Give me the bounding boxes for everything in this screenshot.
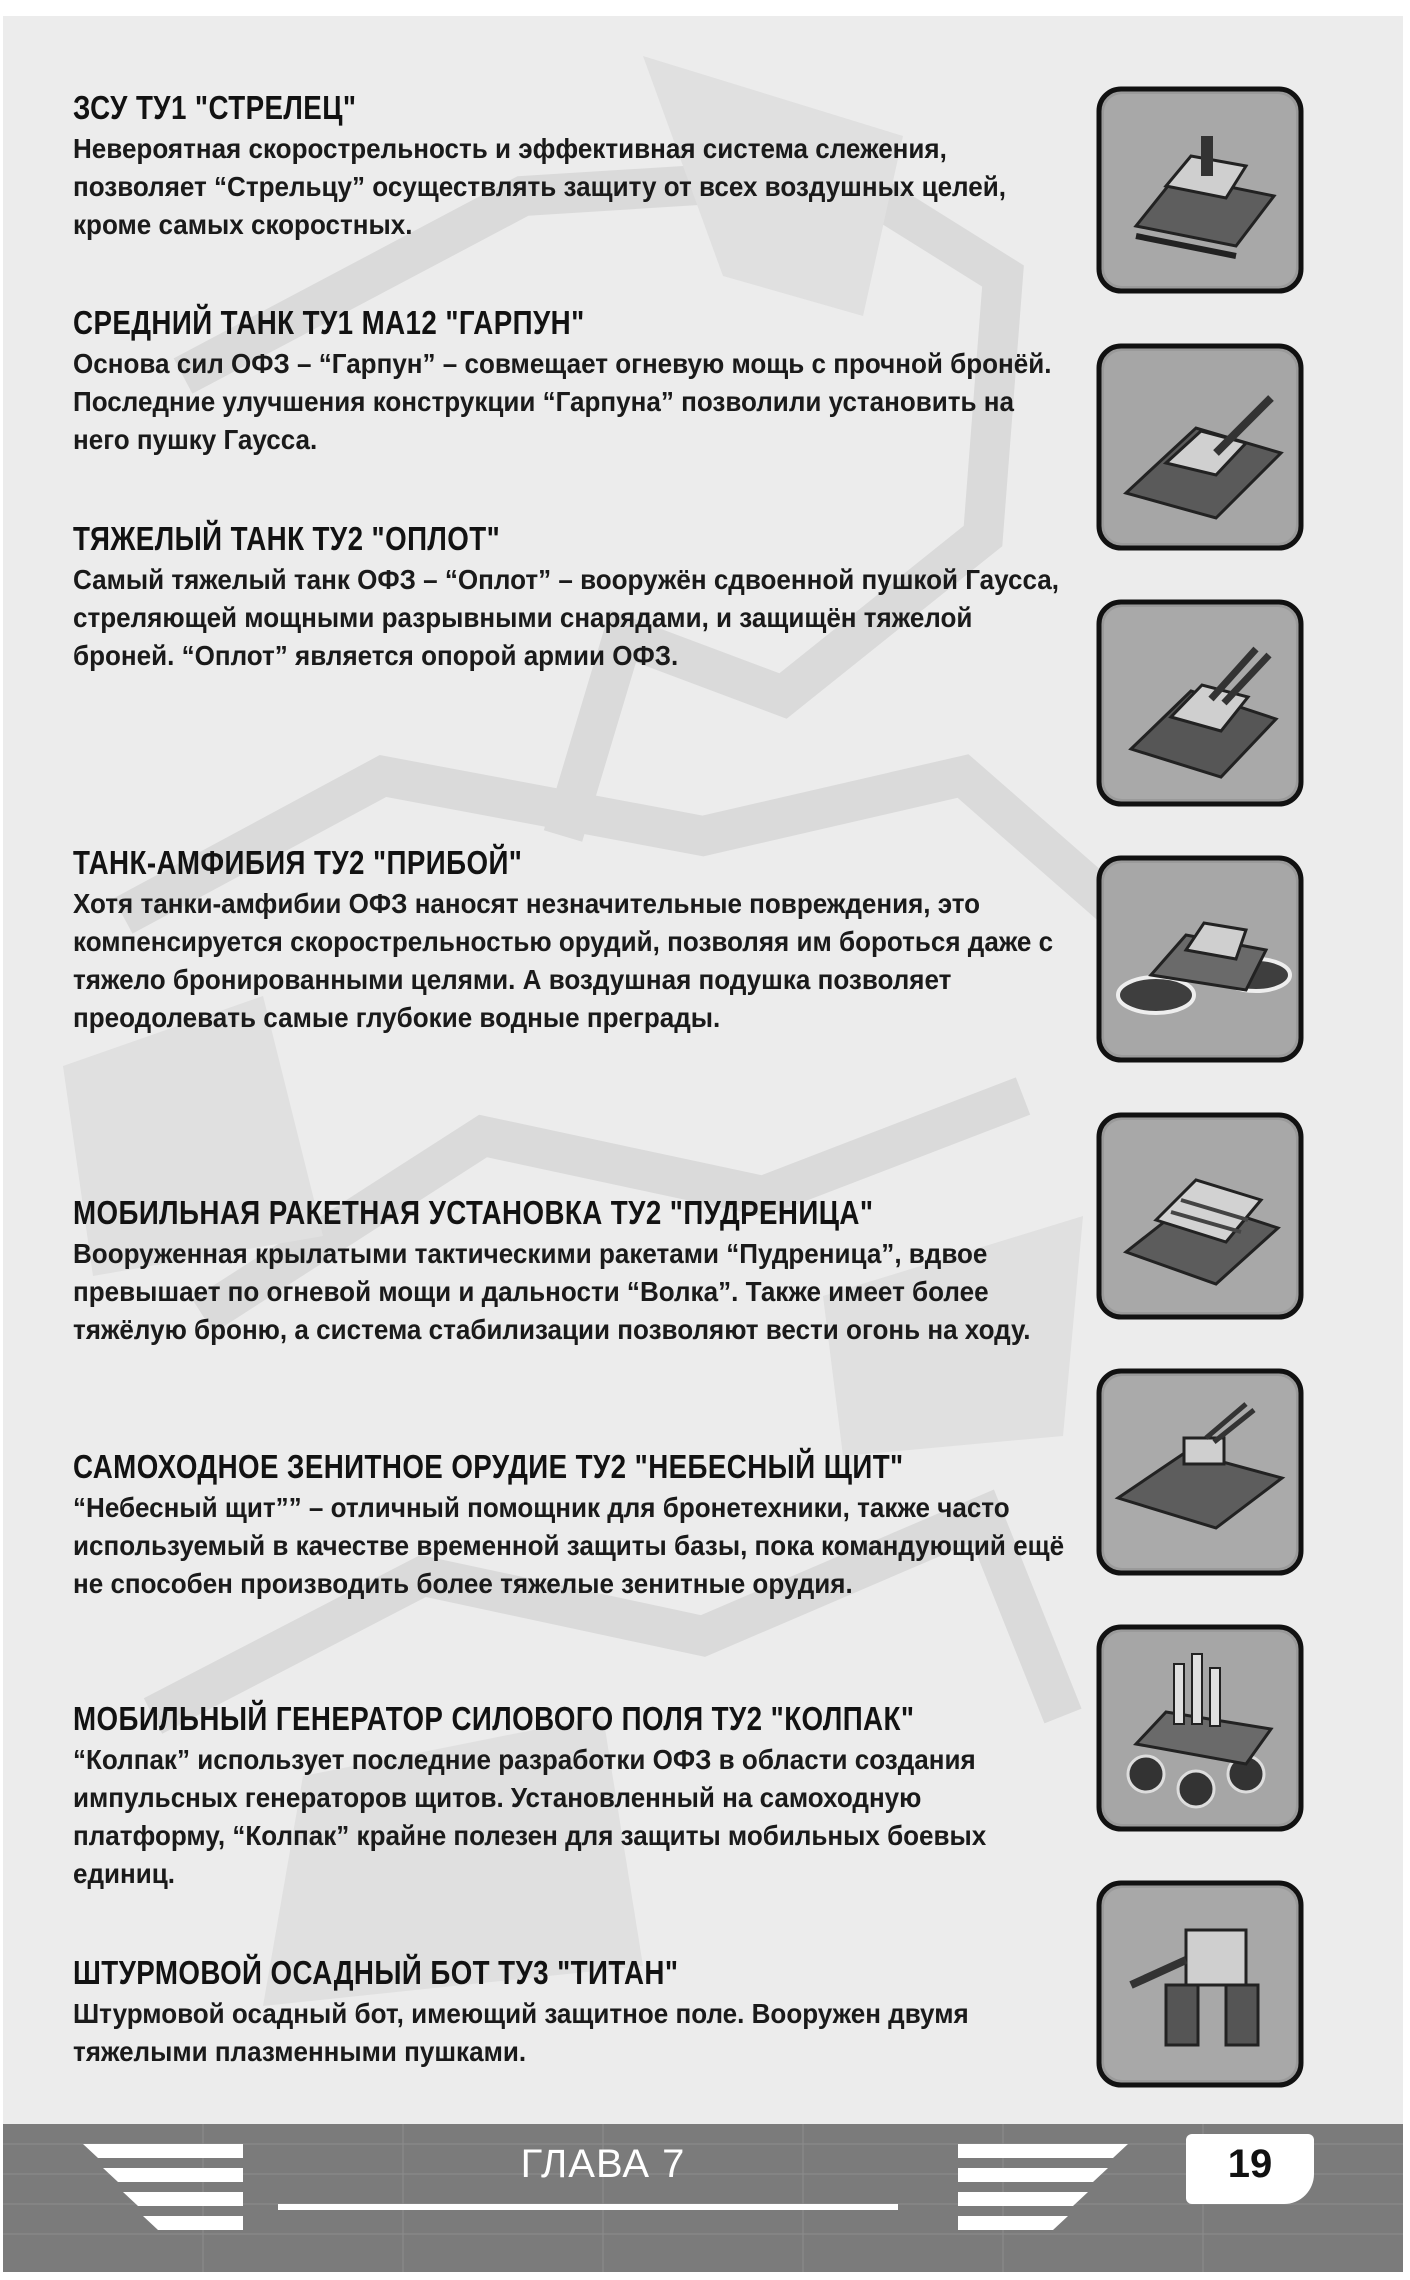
entry-description: “Небесный щит”” – отличный помощник для бронетехники, также часто используемый в качестве временной защиты базы, пока командующий ещё не способен производить более тяжелые зенитные орудия. <box>73 1492 1065 1599</box>
entry-title: МОБИЛЬНЫЙ ГЕНЕРАТОР СИЛОВОГО ПОЛЯ ТУ2 "КОЛПАК" <box>73 1700 915 1737</box>
unit-nebesny-shchit-icon <box>1096 1368 1304 1576</box>
entry-description: Вооруженная крылатыми тактическими ракетами “Пудреница”, вдвое превышает по огневой мощи и дальности “Волка”. Также имеет более тяжёлую броню, а система стабилизации позволяют вести огонь на ходу. <box>73 1238 1031 1345</box>
unit-entry-titan <box>73 1953 1063 2071</box>
page-footer <box>3 2124 1403 2272</box>
entry-title: ТЯЖЕЛЫЙ ТАНК ТУ2 "ОПЛОТ" <box>73 520 501 557</box>
unit-entry-oplot <box>73 519 1063 675</box>
unit-titan-icon <box>1096 1880 1304 2088</box>
unit-entry-garpun <box>73 303 1063 459</box>
page-number-badge <box>1186 2134 1314 2204</box>
entry-title: ТАНК-АМФИБИЯ ТУ2 "ПРИБОЙ" <box>73 844 523 881</box>
page-number: 19 <box>1227 2142 1273 2186</box>
entry-description: Невероятная скорострельность и эффективная система слежения, позволяет “Стрельцу” осуществлять защиту от всех воздушных целей, кроме самых скоростных. <box>73 133 1006 240</box>
unit-kolpak-icon <box>1096 1624 1304 1832</box>
entry-description: Хотя танки-амфибии ОФЗ наносят незначительные повреждения, это компенсируется скорострельностью орудий, позволяя им бороться даже с тяжело бронированными целями. А воздушная подушка позволяет преодолевать самые глубокие водные преграды. <box>73 888 1054 1033</box>
unit-entry-strelets <box>73 88 1063 244</box>
entry-title: СРЕДНИЙ ТАНК ТУ1 МА12 "ГАРПУН" <box>73 304 585 341</box>
content-sheet <box>3 16 1403 2130</box>
entry-description: Основа сил ОФЗ – “Гарпун” – совмещает огневую мощь с прочной бронёй. Последние улучшения конструкции “Гарпуна” позволили установить на него пушку Гаусса. <box>73 348 1052 455</box>
chapter-label: ГЛАВА 7 <box>520 2142 686 2186</box>
unit-garpun-icon <box>1096 343 1304 551</box>
unit-strelets-icon <box>1096 86 1304 294</box>
unit-pudrenitsa-icon <box>1096 1112 1304 1320</box>
entry-description: “Колпак” использует последние разработки ОФЗ в области создания импульсных генераторов щитов. Установленный на самоходную платформу, “Колпак” крайне полезен для защиты мобильных боевых единиц. <box>73 1744 987 1889</box>
entry-title: САМОХОДНОЕ ЗЕНИТНОЕ ОРУДИЕ ТУ2 "НЕБЕСНЫЙ ЩИТ" <box>73 1448 904 1485</box>
unit-entry-pudrenitsa <box>73 1193 1063 1349</box>
unit-entry-nebesny-shchit <box>73 1447 1063 1603</box>
unit-entry-priboy <box>73 843 1063 1037</box>
entry-description: Самый тяжелый танк ОФЗ – “Оплот” – вооружён сдвоенной пушкой Гаусса, стреляющей мощными разрывными снарядами, и защищён тяжелой броней. “Оплот” является опорой армии ОФЗ. <box>73 564 1059 671</box>
entry-title: ЗСУ ТУ1 "СТРЕЛЕЦ" <box>73 89 357 126</box>
entry-description: Штурмовой осадный бот, имеющий защитное поле. Вооружен двумя тяжелыми плазменными пушками. <box>73 1998 969 2067</box>
unit-oplot-icon <box>1096 599 1304 807</box>
entry-title: МОБИЛЬНАЯ РАКЕТНАЯ УСТАНОВКА ТУ2 "ПУДРЕНИЦА" <box>73 1194 874 1231</box>
unit-priboy-icon <box>1096 855 1304 1063</box>
entry-title: ШТУРМОВОЙ ОСАДНЫЙ БОТ ТУ3 "ТИТАН" <box>73 1954 679 1991</box>
unit-entry-kolpak <box>73 1699 1063 1893</box>
